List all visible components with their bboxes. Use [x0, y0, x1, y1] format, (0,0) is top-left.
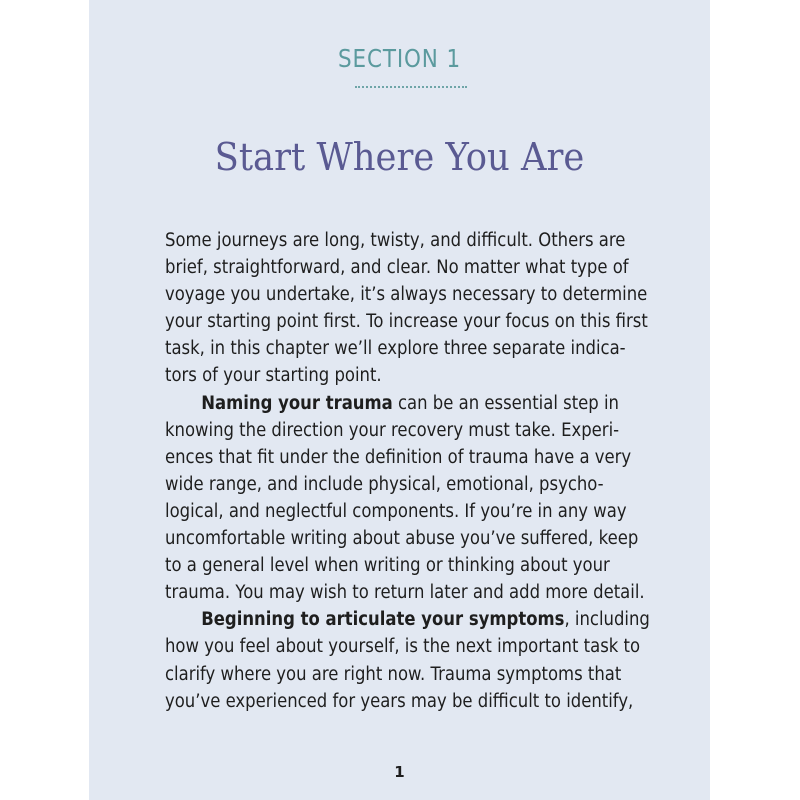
body-line: trauma. You may wish to return later and add more detail. — [165, 582, 645, 604]
paragraph-first-line — [165, 606, 708, 633]
body-text — [165, 227, 708, 715]
page-number: 1 — [394, 763, 405, 781]
paragraph-lead-bold: Naming your trauma — [201, 392, 393, 414]
body-line: your starting point first. To increase your focus on this first — [165, 311, 648, 333]
body-line: clarify where you are right now. Trauma symptoms that — [165, 663, 622, 685]
body-line: knowing the direction your recovery must take. Experi- — [165, 419, 620, 441]
paragraph-lead-rest: , including — [564, 609, 650, 631]
body-line: voyage you undertake, it’s always necessary to determine — [165, 284, 648, 306]
body-line: how you feel about yourself, is the next important task to — [165, 636, 641, 658]
body-line: task, in this chapter we’ll explore three separate indica- — [165, 338, 626, 360]
body-line: to a general level when writing or thinking about your — [165, 555, 610, 577]
body-line: logical, and neglectful components. If you’re in any way — [165, 500, 627, 522]
body-line: brief, straightforward, and clear. No matter what type of — [165, 257, 629, 279]
paragraph-lead-bold: Beginning to articulate your symptoms — [201, 609, 565, 631]
chapter-title: Start Where You Are — [214, 135, 585, 179]
body-line: you’ve experienced for years may be difficult to identify, — [165, 690, 634, 712]
section-divider — [355, 86, 467, 88]
book-page — [89, 0, 710, 800]
section-label: SECTION 1 — [338, 44, 461, 73]
body-line: ences that fit under the definition of trauma have a very — [165, 446, 632, 468]
paragraph-first-line — [165, 390, 708, 417]
body-line: tors of your starting point. — [165, 365, 382, 387]
body-line: Some journeys are long, twisty, and difficult. Others are — [165, 230, 626, 251]
paragraph-lead-rest: can be an essential step in — [392, 392, 619, 414]
body-line: uncomfortable writing about abuse you’ve suffered, keep — [165, 528, 639, 550]
body-line: wide range, and include physical, emotional, psycho- — [165, 473, 604, 495]
